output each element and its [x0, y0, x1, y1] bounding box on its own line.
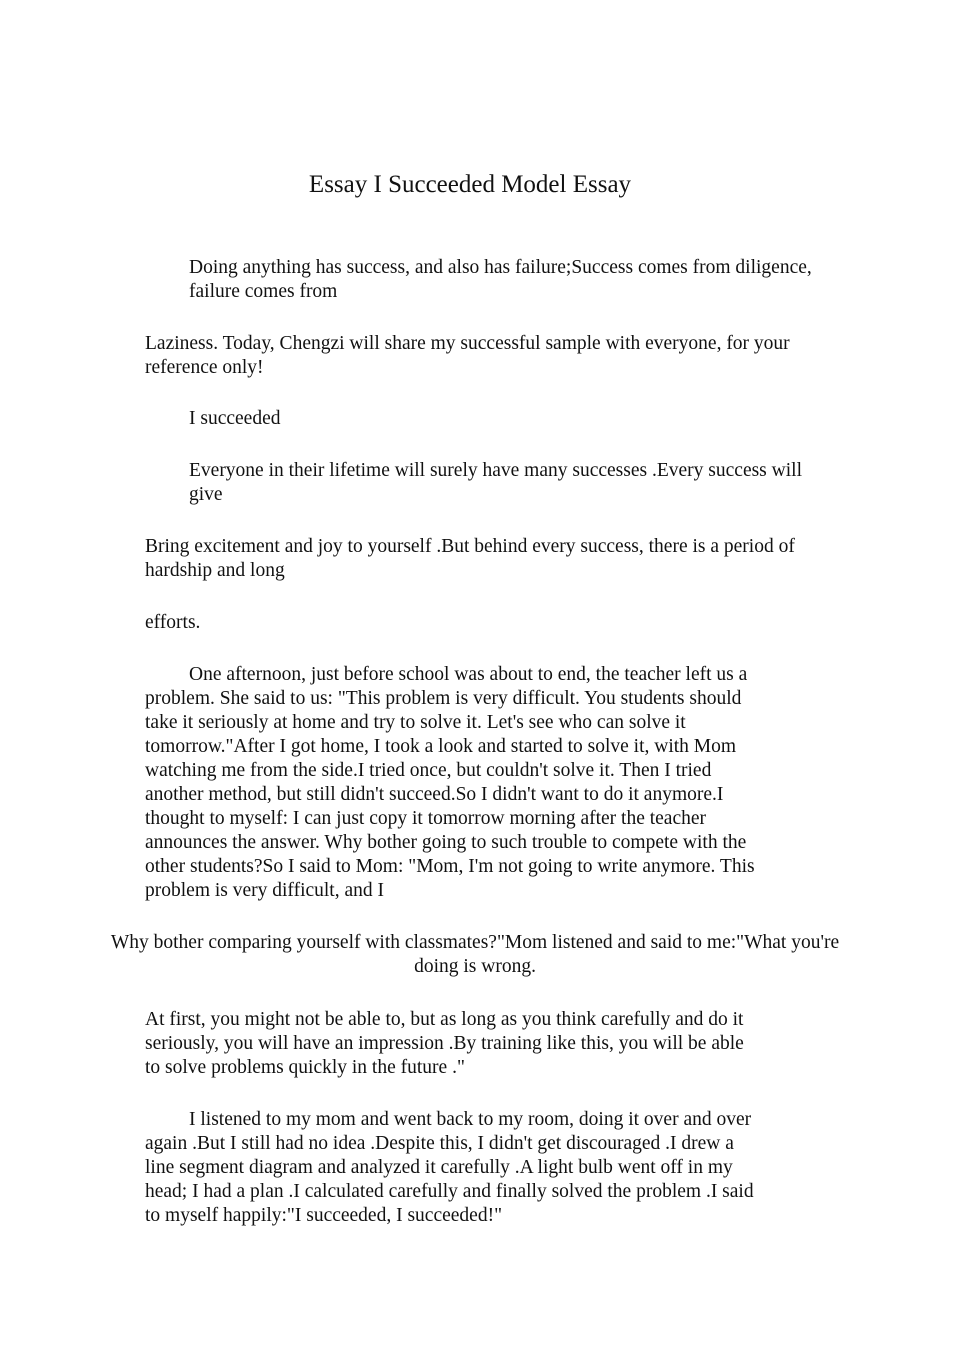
text-line: line segment diagram and analyzed it carefully .A light bulb went off in my	[145, 1157, 733, 1178]
text-line: failure comes from	[189, 281, 338, 302]
text-line: At first, you might not be able to, but as long as you think carefully and do it	[145, 1009, 744, 1030]
paragraph-comparing	[0, 931, 950, 979]
text-line: Laziness. Today, Chengzi will share my successful sample with everyone, for your	[145, 333, 790, 354]
text-line: I succeeded	[189, 408, 281, 429]
paragraph-laziness	[145, 332, 790, 380]
text-line: Why bother comparing yourself with classmates?"Mom listened and said to me:"What you're	[110, 932, 840, 953]
text-line: take it seriously at home and try to solve it. Let's see who can solve it	[145, 712, 686, 733]
paragraph-excitement	[145, 535, 795, 583]
paragraph-afternoon	[145, 663, 755, 903]
text-line: One afternoon, just before school was about to end, the teacher left us a	[189, 664, 748, 685]
text-line: problem is very difficult, and I	[145, 880, 384, 901]
text-line: doing is wrong.	[414, 956, 536, 977]
text-line: watching me from the side.I tried once, but couldn't solve it. Then I tried	[145, 760, 712, 781]
text-line: to solve problems quickly in the future ."	[145, 1057, 465, 1078]
text-line: to myself happily:"I succeeded, I succeeded!"	[145, 1205, 503, 1226]
text-line: again .But I still had no idea .Despite this, I didn't get discouraged .I drew a	[145, 1133, 734, 1154]
text-line: give	[189, 484, 223, 505]
text-line: reference only!	[145, 357, 264, 378]
paragraph-at-first	[145, 1008, 744, 1080]
text-line: Doing anything has success, and also has failure;Success comes from diligence,	[189, 257, 812, 278]
paragraph-subtitle	[189, 407, 280, 431]
paragraph-intro	[189, 256, 812, 304]
text-line: problem. She said to us: "This problem is very difficult. You students should	[145, 688, 742, 709]
text-line: efforts.	[145, 612, 201, 633]
text-line: hardship and long	[145, 560, 285, 581]
text-line: tomorrow."After I got home, I took a look and started to solve it, with Mom	[145, 736, 737, 757]
text-line: Everyone in their lifetime will surely have many successes .Every success will	[189, 460, 802, 481]
text-line: I listened to my mom and went back to my room, doing it over and over	[189, 1109, 752, 1130]
paragraph-everyone	[189, 459, 802, 507]
text-line: another method, but still didn't succeed.So I didn't want to do it anymore.I	[145, 784, 724, 805]
text-line: Bring excitement and joy to yourself .But behind every success, there is a period of	[145, 536, 795, 557]
text-line: other students?So I said to Mom: "Mom, I'm not going to write anymore. This	[145, 856, 755, 877]
text-line: seriously, you will have an impression .By training like this, you will be able	[145, 1033, 744, 1054]
text-line: thought to myself: I can just copy it tomorrow morning after the teacher	[145, 808, 707, 829]
essay-title: Essay I Succeeded Model Essay	[308, 171, 632, 198]
text-line: announces the answer. Why bother going to such trouble to compete with the	[145, 832, 747, 853]
paragraph-efforts	[145, 611, 200, 635]
paragraph-listened	[145, 1108, 754, 1228]
text-line: head; I had a plan .I calculated carefully and finally solved the problem .I said	[145, 1181, 754, 1202]
